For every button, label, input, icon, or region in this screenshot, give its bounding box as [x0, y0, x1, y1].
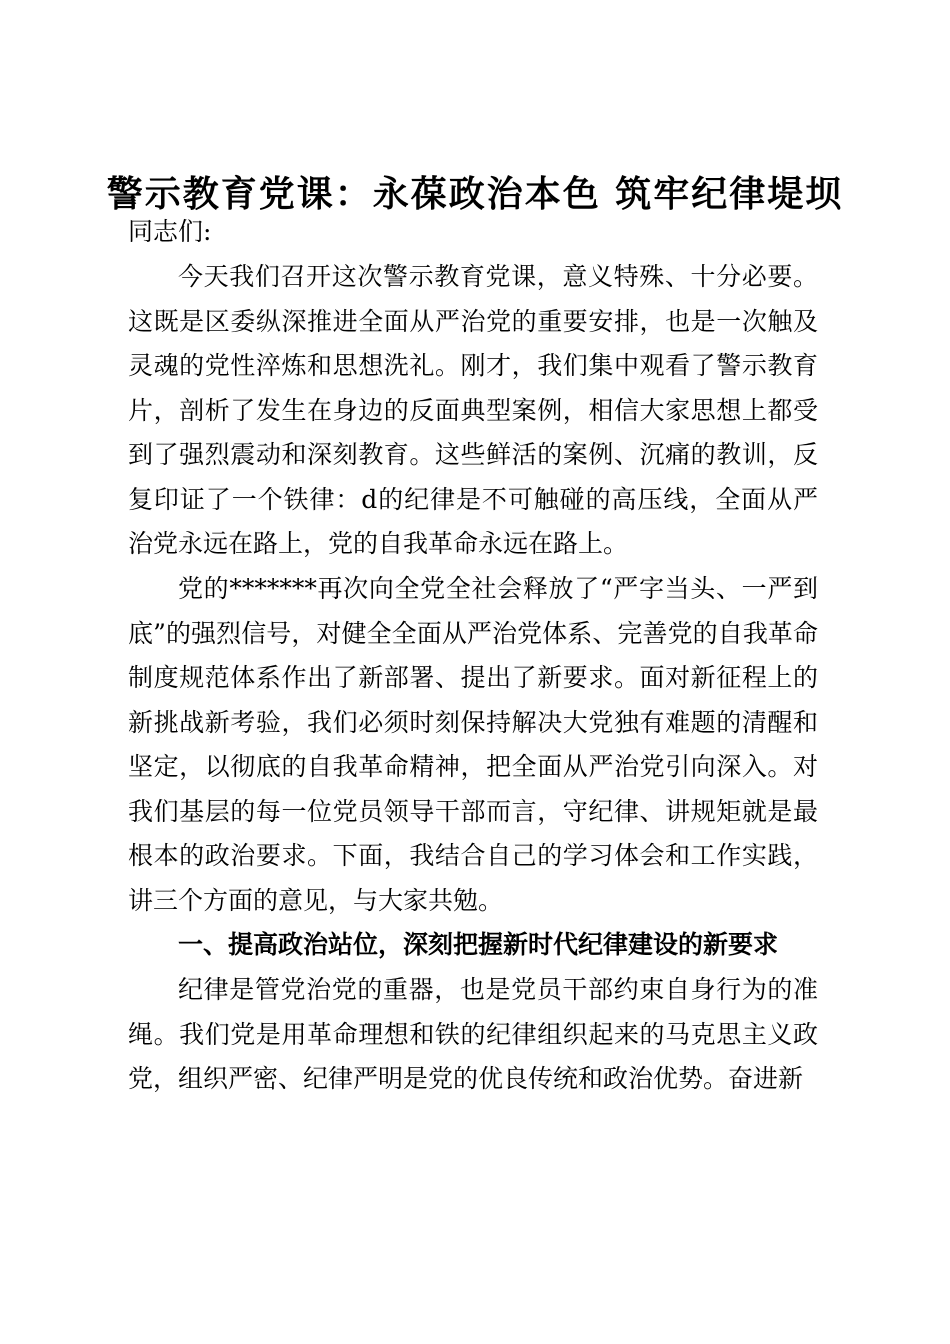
paragraph-2: 党的*******再次向全党全社会释放了“严字当头、一严到底”的强烈信号，对健全全面从严治党体系、完善党的自我革命制度规范体系作出了新部署、提出了新要求。面对新征程上的新挑战新考验，我们必须时刻保持解决大党独有难题的清醒和坚定，以彻底的自我革命精神，把全面从严治党引向深入。对我们基层的每一位党员领导干部而言，守纪律、讲规矩就是最根本的政治要求。下面，我结合自己的学习体会和工作实践，讲三个方面的意见，与大家共勉。 [128, 574, 818, 915]
section-1-paragraph: 纪律是管党治党的重器，也是党员干部约束自身行为的准绳。我们党是用革命理想和铁的纪律组织起来的马克思主义政党，组织严密、纪律严明是党的优良传统和政治优势。奋进新 [128, 975, 818, 1093]
paragraph-1: 今天我们召开这次警示教育党课，意义特殊、十分必要。这既是区委纵深推进全面从严治党的重要安排，也是一次触及灵魂的党性淬炼和思想洗礼。刚才，我们集中观看了警示教育片，剖析了发生在身边的反面典型案例，相信大家思想上都受到了强烈震动和深刻教育。这些鲜活的案例、沉痛的教训，反复印证了一个铁律：d的纪律是不可触碰的高压线，全面从严治党永远在路上，党的自我革命永远在路上。 [128, 262, 818, 558]
document-body [128, 210, 818, 1102]
section-heading-1: 一、提高政治站位，深刻把握新时代纪律建设的新要求 [178, 930, 779, 959]
salutation: 同志们: [128, 217, 212, 246]
document-title: 警示教育党课：永葆政治本色 筑牢纪律堤坝 [106, 173, 844, 215]
